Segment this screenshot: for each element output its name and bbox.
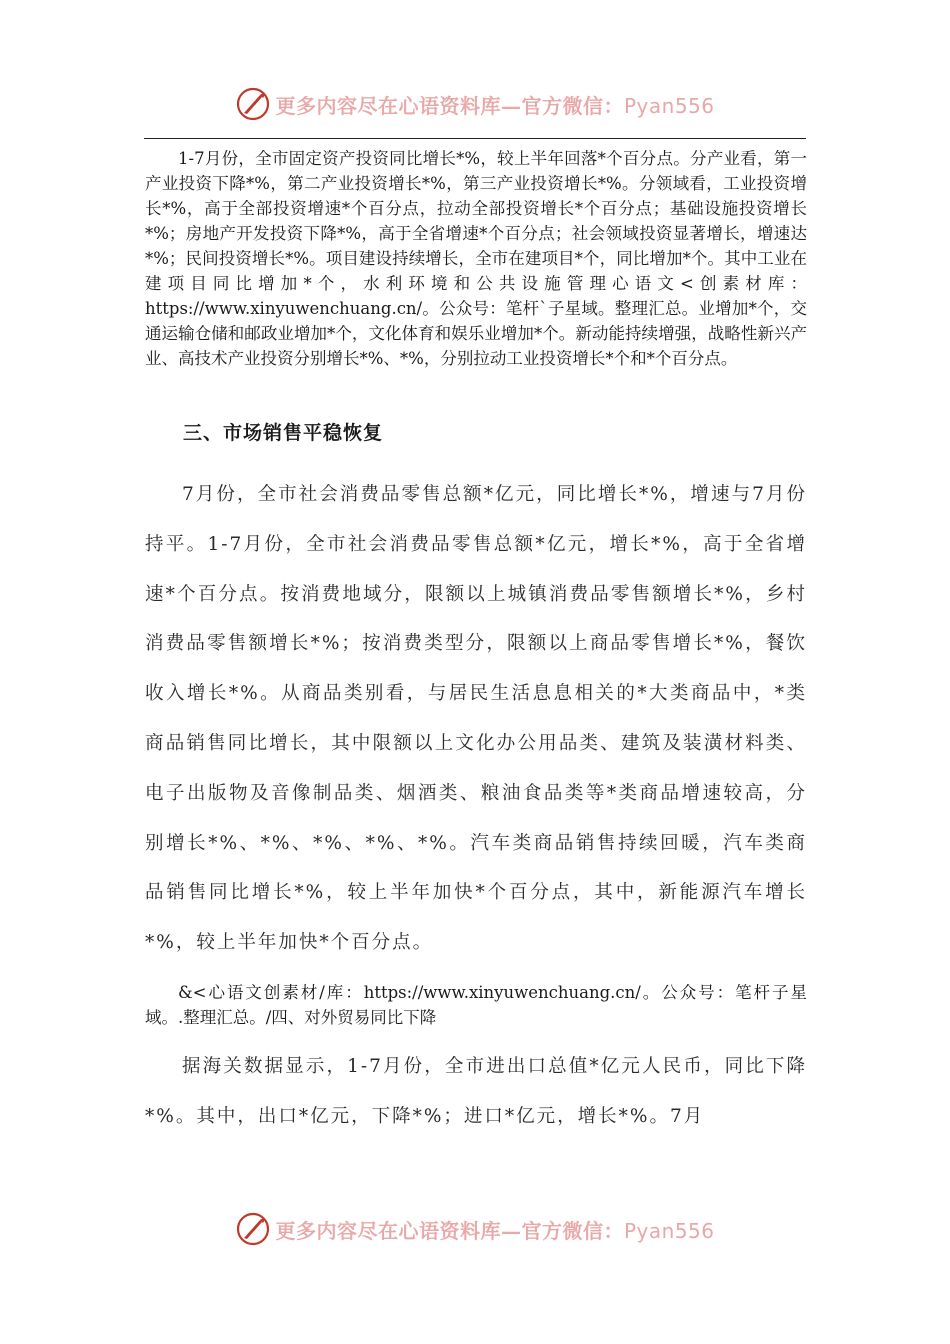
footer-watermark-banner xyxy=(0,1209,950,1249)
header-divider xyxy=(144,138,806,139)
quill-logo-icon xyxy=(235,86,271,122)
header-watermark-banner xyxy=(0,84,950,124)
banner-wechat-id: Pyan556 xyxy=(623,93,715,118)
paragraph-foreign-trade: 据海关数据显示，1-7月份，全市进出口总值*亿元人民币，同比下降*%。其中，出口*亿元，下降*%；进口*亿元，增长*%。7月 xyxy=(145,1056,807,1127)
paragraph-investment: 1-7月份，全市固定资产投资同比增长*%，较上半年回落*个百分点。分产业看，第一产业投资下降*%，第二产业投资增长*%，第三产业投资增长*%。分领域看，工业投资增长*%，高于全部投资增速*个百分点，拉动全部投资增长*个百分点；基础设施投资增长*%；房地产开发投资下降*%，高于全省增速*个百分点；社会领域投资显著增长，增速达*%；民间投资增长*%。项目建设持续增长，全市在建项目*个，同比增加*个。其中工业在建项目同比增加*个，水利环境和公共设施管理心语文<创素材库：https://www.xinyuwenchuang.cn/。公众号：笔杆`子星域。整理汇总。业增加*个，交通运输仓储和邮政业增加*个，文化体育和娱乐业增加*个。新动能持续增强，战略性新兴产业、高技术产业投资分别增长*%、*%，分别拉动工业投资增长*个和*个百分点。 xyxy=(145,149,807,368)
banner-wechat-id: Pyan556 xyxy=(623,1218,715,1243)
banner-label: 更多内容尽在心语资料库—官方微信：Pyan556 xyxy=(275,1218,715,1243)
quill-logo-icon xyxy=(235,1211,271,1247)
section-heading-market-sales: 三、市场销售平稳恢复 xyxy=(183,422,384,444)
paragraph-retail-sales: 7月份，全市社会消费品零售总额*亿元，同比增长*%，增速与7月份持平。1-7月份，全市社会消费品零售总额*亿元，增长*%，高于全省增速*个百分点。按消费地域分，限额以上城镇消费品零售额增长*%，乡村消费品零售额增长*%；按消费类型分，限额以上商品零售增长*%，餐饮收入增长*%。从商品类别看，与居民生活息息相关的*大类商品中，*类商品销售同比增长，其中限额以上文化办公用品类、建筑及装潢材料类、电子出版物及音像制品类、烟酒类、粮油食品类等*类商品增速较高，分别增长*%、*%、*%、*%、*%。汽车类商品销售持续回暖，汽车类商品销售同比增长*%，较上半年加快*个百分点，其中，新能源汽车增长*%，较上半年加快*个百分点。 xyxy=(145,484,807,954)
banner-label: 更多内容尽在心语资料库—官方微信：Pyan556 xyxy=(275,93,715,118)
paragraph-watermark-and-heading4: &<心语文创素材/库：https://www.xinyuwenchuang.cn/。公众号：笔杆子星域。.整理汇总。/四、对外贸易同比下降 xyxy=(145,983,807,1027)
